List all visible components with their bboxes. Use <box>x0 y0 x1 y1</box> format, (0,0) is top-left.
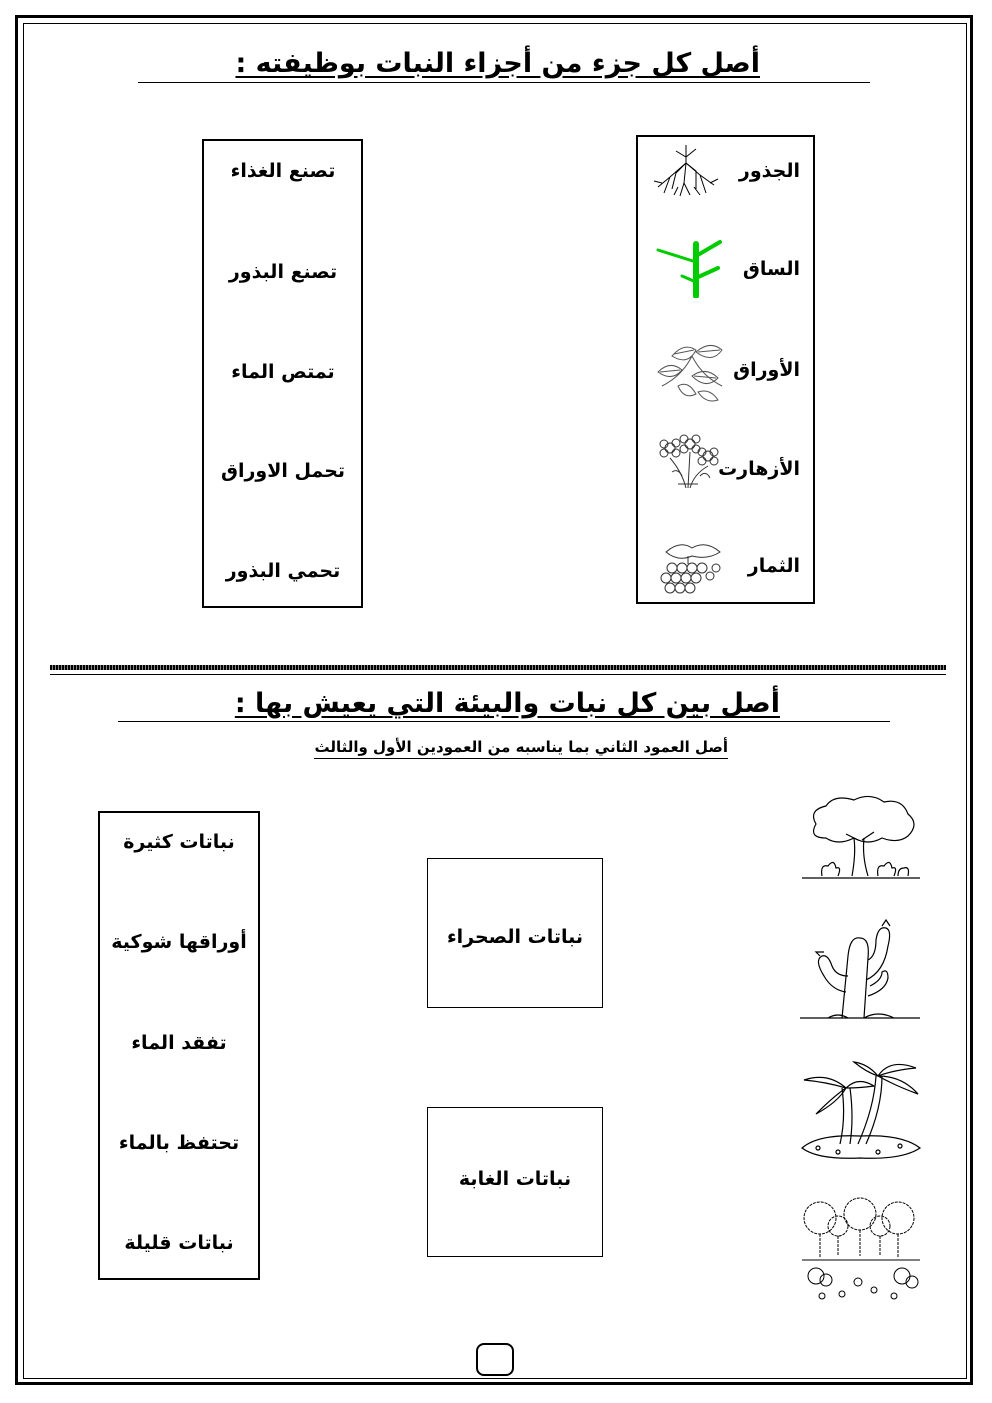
section2-title: أصل بين كل نبات والبيئة التي يعيش بها : <box>234 688 780 719</box>
leaves-icon <box>652 336 728 404</box>
trait-label-3: تفقد الماء <box>131 1032 227 1054</box>
section1-title: أصل كل جزء من أجزاء النبات بوظيفته : <box>235 48 760 79</box>
cactus-icon <box>798 916 923 1022</box>
desert-plants-label: نباتات الصحراء <box>446 926 584 948</box>
roots-icon <box>650 143 722 198</box>
part-label-stem: الساق <box>742 258 800 280</box>
function-label-4: تحمل الاوراق <box>220 460 346 482</box>
page-number-box <box>476 1343 514 1376</box>
part-label-fruits: الثمار <box>747 555 800 577</box>
fruits-icon <box>652 538 724 598</box>
part-label-flowers: الأزهارت <box>718 458 800 480</box>
part-label-roots: الجذور <box>738 160 800 182</box>
forest-plants-label: نباتات الغابة <box>458 1168 572 1190</box>
part-label-leaves: الأوراق <box>733 359 800 381</box>
section1-title-rule <box>138 82 870 83</box>
function-label-5: تحمي البذور <box>225 560 341 582</box>
section-separator <box>50 665 946 670</box>
trait-label-4: تحتفظ بالماء <box>118 1132 240 1154</box>
forest-icon <box>798 1196 923 1304</box>
section2-title-rule <box>118 721 890 722</box>
trait-label-1: نباتات كثيرة <box>123 831 235 853</box>
function-label-3: تمتص الماء <box>231 361 335 383</box>
section2-subtitle: أصل العمود الثاني بما يناسبه من العمودين الأول والثالث <box>314 738 728 759</box>
function-label-1: تصنع الغذاء <box>230 160 336 182</box>
trait-label-5: نباتات قليلة <box>124 1232 234 1254</box>
stem-icon <box>652 236 727 298</box>
section-separator-line <box>50 674 946 675</box>
trait-label-2: أوراقها شوكية <box>111 931 247 953</box>
tree-icon <box>798 794 923 884</box>
flowers-icon <box>652 432 724 490</box>
palm-trees-icon <box>798 1058 923 1162</box>
function-label-2: تصنع البذور <box>228 261 338 283</box>
